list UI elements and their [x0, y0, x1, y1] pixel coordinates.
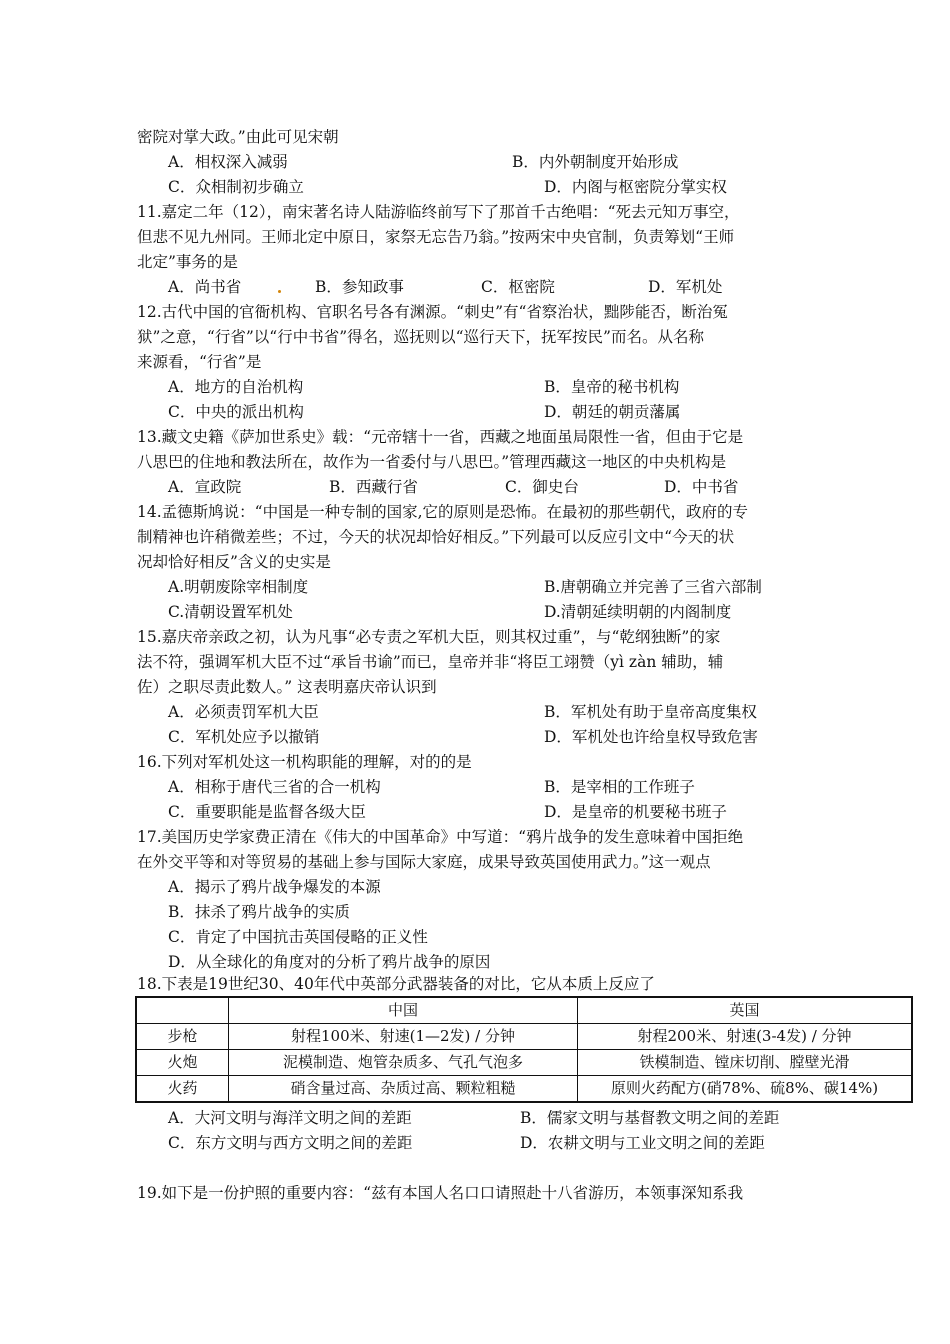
table-cell: 硝含量过高、杂质过高、颗粒粗糙 — [229, 1076, 578, 1103]
question-11: 11.嘉定二年（12），南宋著名诗人陆游临终前写下了那首千古绝唱：“死去元知万事空， — [137, 203, 740, 221]
option-c: C．东方文明与西方文明之间的差距 — [168, 1134, 413, 1152]
option-d: D．从全球化的角度对的分析了鸦片战争的原因 — [168, 953, 491, 971]
option-d: D．军机处也许给皇权导致危害 — [544, 728, 758, 746]
table-row — [136, 1024, 912, 1050]
option-b: B．西藏行省 — [329, 478, 418, 496]
option-a: A．大河文明与海洋文明之间的差距 — [168, 1109, 412, 1127]
text-line: 北定”事务的是 — [137, 253, 238, 271]
text-line: 在外交平等和对等贸易的基础上参与国际大家庭，成果导致英国使用武力。”这一观点 — [137, 853, 711, 871]
option-d: D．农耕文明与工业文明之间的差距 — [520, 1134, 765, 1152]
option-c: C.清朝设置军机处 — [168, 603, 293, 621]
table-cell: 射程100米、射速(1—2发) / 分钟 — [229, 1024, 578, 1050]
option-c: C．肯定了中国抗击英国侵略的正义性 — [168, 928, 428, 946]
question-12: 12.古代中国的官衙机构、官职名号各有渊源。“刺史”有“省察治状，黜陟能否，断治冤 — [137, 303, 728, 321]
option-a: A.明朝废除宰相制度 — [168, 578, 309, 596]
option-b: B．皇帝的秘书机构 — [544, 378, 680, 396]
option-a: A．相称于唐代三省的合一机构 — [168, 778, 381, 796]
table-cell: 步枪 — [136, 1024, 229, 1050]
question-17: 17.美国历史学家费正清在《伟大的中国革命》中写道：“鸦片战争的发生意味着中国拒绝 — [137, 828, 744, 846]
header-cell — [136, 997, 229, 1024]
option-b: B．是宰相的工作班子 — [544, 778, 695, 796]
header-cell: 中国 — [229, 997, 578, 1024]
option-b: B．抹杀了鸦片战争的实质 — [168, 903, 350, 921]
option-d: D．是皇帝的机要秘书班子 — [544, 803, 727, 821]
question-15: 15.嘉庆帝亲政之初，认为凡事“必专责之军机大臣，则其权过重”，与“乾纲独断”的家 — [137, 628, 721, 646]
table-cell: 铁模制造、镗床切削、膛壁光滑 — [578, 1050, 913, 1076]
option-d: D．朝廷的朝贡藩属 — [544, 403, 681, 421]
option-c: C．重要职能是监督各级大臣 — [168, 803, 366, 821]
option-d: D.清朝延续明朝的内阁制度 — [544, 603, 732, 621]
option-a: A．必须责罚军机大臣 — [168, 703, 319, 721]
option-b: B．内外朝制度开始形成 — [512, 153, 679, 171]
option-c: C．御史台 — [505, 478, 579, 496]
text-line: 制精神也许稍微差些；不过，今天的状况却恰好相反。”下列最可以反应引文中“今天的状 — [137, 528, 735, 546]
text-line: 法不符，强调军机大臣不过“承旨书谕”而已，皇帝并非“将臣工翊赞（yì zàn 辅助，辅 — [137, 653, 724, 671]
text-line: 狱”之意，“行省”以“行中书省”得名，巡抚则以“巡行天下，抚军按民”而名。从名称 — [137, 328, 704, 346]
option-a: A．地方的自治机构 — [168, 378, 304, 396]
question-14: 14.孟德斯鸠说：“中国是一种专制的国家,它的原则是恐怖。在最初的那些朝代，政府的专 — [137, 503, 749, 521]
option-b: B．军机处有助于皇帝高度集权 — [544, 703, 757, 721]
option-d: D．中书省 — [664, 478, 739, 496]
table-cell: 射程200米、射速(3-4发) / 分钟 — [578, 1024, 913, 1050]
question-16: 16.下列对军机处这一机构职能的理解，对的的是 — [137, 753, 472, 771]
table-cell: 火药 — [136, 1076, 229, 1103]
table-row — [136, 1076, 912, 1103]
table-row — [136, 1050, 912, 1076]
text-line: 密院对掌大政。”由此可见宋朝 — [137, 128, 339, 146]
comparison-table — [135, 996, 913, 1103]
question-19: 19.如下是一份护照的重要内容：“兹有本国人名口口请照赴十八省游历，本领事深知系我 — [137, 1184, 744, 1202]
option-c: C．中央的派出机构 — [168, 403, 304, 421]
option-c: C．军机处应予以撤销 — [168, 728, 320, 746]
table-cell: 泥模制造、炮管杂质多、气孔气泡多 — [229, 1050, 578, 1076]
text-line: 来源看，“行省”是 — [137, 353, 262, 371]
mark-dot — [278, 290, 281, 293]
option-a: A．揭示了鸦片战争爆发的本源 — [168, 878, 381, 896]
option-a: A．尚书省 — [168, 278, 242, 296]
question-13: 13.藏文史籍《萨加世系史》载：“元帝辖十一省，西藏之地面虽局限性一省，但由于它是 — [137, 428, 744, 446]
option-b: B．儒家文明与基督教文明之间的差距 — [520, 1109, 780, 1127]
option-c: C．枢密院 — [481, 278, 555, 296]
option-b: B.唐朝确立并完善了三省六部制 — [544, 578, 762, 596]
header-cell: 英国 — [578, 997, 913, 1024]
option-d: D．内阁与枢密院分掌实权 — [544, 178, 727, 196]
text-line: 八思巴的住地和教法所在，故作为一省委付与八思巴。”管理西藏这一地区的中央机构是 — [137, 453, 727, 471]
option-c: C．众相制初步确立 — [168, 178, 304, 196]
text-line: 佐）之职尽责此数人。” 这表明嘉庆帝认识到 — [137, 678, 437, 696]
option-d: D．军机处 — [648, 278, 723, 296]
text-line: 况却恰好相反”含义的史实是 — [137, 553, 331, 571]
option-b: B．参知政事 — [315, 278, 404, 296]
table-header-row — [136, 997, 912, 1024]
question-18: 18.下表是19世纪30、40年代中英部分武器装备的对比，它从本质上反应了 — [137, 975, 655, 993]
table-cell: 火炮 — [136, 1050, 229, 1076]
option-a: A．相权深入减弱 — [168, 153, 288, 171]
table-cell: 原则火药配方(硝78%、硫8%、碳14%) — [578, 1076, 913, 1103]
option-a: A．宣政院 — [168, 478, 242, 496]
text-line: 但悲不见九州同。王师北定中原日，家祭无忘告乃翁。”按两宋中央官制，负责筹划“王师 — [137, 228, 735, 246]
